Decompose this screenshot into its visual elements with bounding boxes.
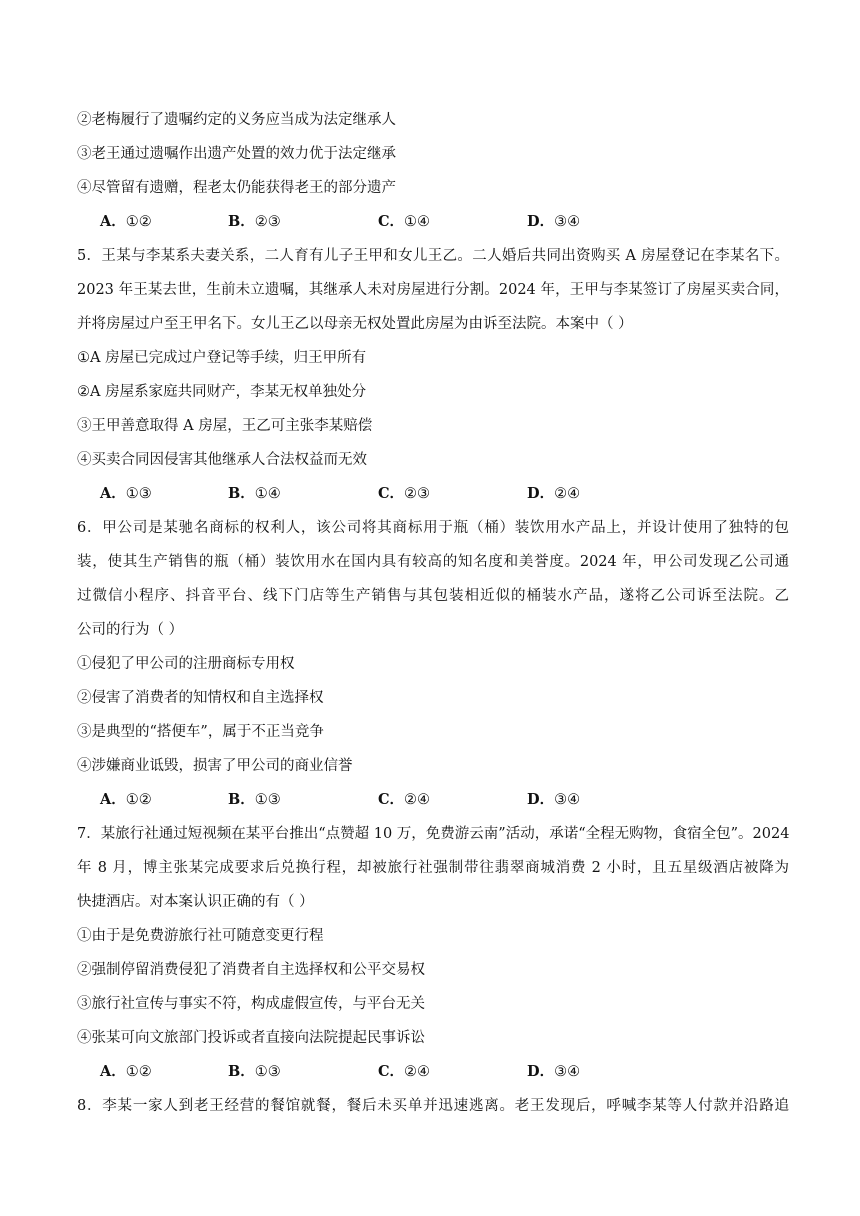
q6-option-d[interactable] — [527, 790, 580, 810]
option-text: ①④ — [404, 214, 431, 230]
option-text: ③④ — [554, 214, 581, 230]
option-letter: D． — [527, 213, 555, 230]
q7-statement-3: ③旅行社宣传与事实不符，构成虚假宣传，与平台无关 — [77, 996, 425, 1012]
q6-option-b[interactable] — [228, 790, 281, 810]
q7-statement-2: ②强制停留消费侵犯了消费者自主选择权和公平交易权 — [77, 962, 425, 978]
q5-option-a[interactable] — [100, 484, 152, 504]
q7-statement-1: ①由于是免费游旅行社可随意变更行程 — [77, 928, 324, 944]
q5-statement-3: ③王甲善意取得 A 房屋，王乙可主张李某赔偿 — [77, 418, 373, 434]
option-letter: B． — [228, 791, 255, 808]
q6-options — [100, 790, 700, 810]
q4-option-a[interactable] — [100, 212, 152, 232]
q7-option-d[interactable] — [527, 1062, 580, 1082]
option-text: ①③ — [125, 486, 152, 502]
option-text: ②④ — [404, 792, 431, 808]
option-text: ①③ — [254, 1064, 281, 1080]
q5-option-c[interactable] — [378, 484, 430, 504]
option-text: ②④ — [554, 486, 581, 502]
option-letter: D． — [527, 791, 555, 808]
q6-statement-4: ④涉嫌商业诋毁，损害了甲公司的商业信誉 — [77, 758, 353, 774]
q7-stem-line-2: 年 8 月，博主张某完成要求后兑换行程，却被旅行社强制带往翡翠商城消费 2 小时，且五星级酒店被降为 — [77, 860, 789, 876]
q4-statement-3: ③老王通过遗嘱作出遗产处置的效力优于法定继承 — [77, 146, 396, 162]
option-letter: A． — [100, 791, 126, 808]
option-letter: A． — [100, 485, 126, 502]
q6-option-c[interactable] — [378, 790, 430, 810]
q4-option-c[interactable] — [378, 212, 430, 232]
option-letter: C． — [378, 791, 405, 808]
q5-stem-line-1: 5．王某与李某系夫妻关系，二人育有儿子王甲和女儿王乙。二人婚后共同出资购买 A 房屋登记在李某名下。 — [77, 248, 789, 264]
q7-stem-line-3: 快捷酒店。对本案认识正确的有（ ） — [77, 894, 314, 910]
q4-option-d[interactable] — [527, 212, 580, 232]
q4-options — [100, 212, 700, 232]
option-letter: A． — [100, 1063, 126, 1080]
option-text: ③④ — [554, 792, 581, 808]
q6-statement-1: ①侵犯了甲公司的注册商标专用权 — [77, 656, 295, 672]
option-text: ②③ — [254, 214, 281, 230]
q5-option-b[interactable] — [228, 484, 281, 504]
q6-statement-3: ③是典型的“搭便车”，属于不正当竞争 — [77, 724, 324, 740]
option-text: ①④ — [254, 486, 281, 502]
q7-stem-line-1: 7．某旅行社通过短视频在某平台推出“点赞超 10 万，免费游云南”活动，承诺“全程无购物，食宿全包”。2024 — [77, 826, 789, 842]
option-text: ①③ — [254, 792, 281, 808]
q5-statement-4: ④买卖合同因侵害其他继承人合法权益而无效 — [77, 452, 367, 468]
q5-stem-line-3: 并将房屋过户至王甲名下。女儿王乙以母亲无权处置此房屋为由诉至法院。本案中（ ） — [77, 316, 633, 332]
q5-statement-2: ②A 房屋系家庭共同财产，李某无权单独处分 — [77, 384, 367, 400]
option-text: ②③ — [404, 486, 431, 502]
option-letter: C． — [378, 485, 405, 502]
q6-statement-2: ②侵害了消费者的知情权和自主选择权 — [77, 690, 324, 706]
option-letter: B． — [228, 1063, 255, 1080]
q5-options — [100, 484, 700, 504]
q6-option-a[interactable] — [100, 790, 152, 810]
q6-stem-line-3: 过微信小程序、抖音平台、线下门店等生产销售与其包装相近似的桶装水产品，遂将乙公司诉至法院。乙 — [77, 588, 789, 604]
option-letter: A． — [100, 213, 126, 230]
q6-stem-line-2: 装，使其生产销售的瓶（桶）装饮用水在国内具有较高的知名度和美誉度。2024 年，甲公司发现乙公司通 — [77, 554, 789, 570]
option-text: ②④ — [404, 1064, 431, 1080]
q7-option-b[interactable] — [228, 1062, 281, 1082]
q8-stem-line-1: 8．李某一家人到老王经营的餐馆就餐，餐后未买单并迅速逃离。老王发现后，呼喊李某等人付款并沿路追 — [77, 1098, 789, 1114]
option-text: ①② — [125, 214, 152, 230]
q5-stem-line-2: 2023 年王某去世，生前未立遗嘱，其继承人未对房屋进行分割。2024 年，王甲与李某签订了房屋买卖合同， — [77, 282, 789, 298]
q7-option-c[interactable] — [378, 1062, 430, 1082]
option-letter: D． — [527, 1063, 555, 1080]
q6-stem-line-4: 公司的行为（ ） — [77, 622, 184, 638]
option-letter: C． — [378, 213, 405, 230]
option-text: ①② — [125, 1064, 152, 1080]
q7-options — [100, 1062, 700, 1082]
option-letter: B． — [228, 213, 255, 230]
q7-option-a[interactable] — [100, 1062, 152, 1082]
option-letter: D． — [527, 485, 555, 502]
q4-option-b[interactable] — [228, 212, 281, 232]
q4-statement-4: ④尽管留有遗赠，程老太仍能获得老王的部分遗产 — [77, 180, 396, 196]
q6-stem-line-1: 6．甲公司是某驰名商标的权利人，该公司将其商标用于瓶（桶）装饮用水产品上，并设计使用了独特的包 — [77, 520, 789, 536]
option-text: ①② — [125, 792, 152, 808]
option-text: ③④ — [554, 1064, 581, 1080]
option-letter: B． — [228, 485, 255, 502]
q5-statement-1: ①A 房屋已完成过户登记等手续，归王甲所有 — [77, 350, 367, 366]
q4-statement-2: ②老梅履行了遗嘱约定的义务应当成为法定继承人 — [77, 112, 396, 128]
q5-option-d[interactable] — [527, 484, 580, 504]
q7-statement-4: ④张某可向文旅部门投诉或者直接向法院提起民事诉讼 — [77, 1030, 425, 1046]
option-letter: C． — [378, 1063, 405, 1080]
